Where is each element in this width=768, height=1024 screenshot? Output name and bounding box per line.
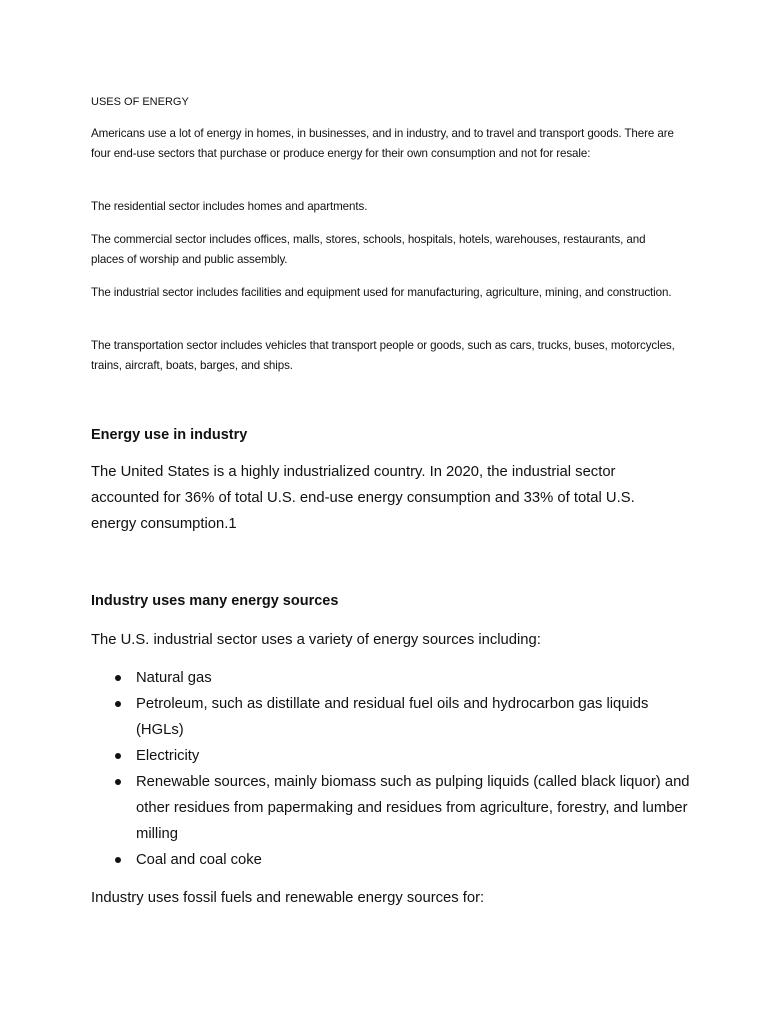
sources-intro-paragraph: The U.S. industrial sector uses a variety of energy sources including:	[91, 632, 541, 648]
section-heading-energy-use: Energy use in industry	[91, 427, 248, 443]
sector-commercial: The commercial sector includes offices, malls, stores, schools, hospitals, hotels, warehouses, restaurants, and places of worship and public assembly.	[91, 233, 646, 266]
intro-paragraph: Americans use a lot of energy in homes, in businesses, and in industry, and to travel and transport goods. There are four end-use sectors that purchase or produce energy for their own consumption and not for resale:	[91, 127, 674, 160]
closing-paragraph: Industry uses fossil fuels and renewable energy sources for:	[91, 890, 485, 906]
list-item-text: Petroleum, such as distillate and residual fuel oils and hydrocarbon gas liquids (HGLs)	[136, 696, 649, 738]
list-item	[91, 847, 691, 873]
list-item-text: Natural gas	[136, 670, 212, 686]
sector-residential: The residential sector includes homes and apartments.	[91, 200, 368, 213]
bullet-icon	[115, 779, 121, 785]
bullet-icon	[115, 857, 121, 863]
document-title: USES OF ENERGY	[91, 96, 189, 108]
bullet-icon	[115, 753, 121, 759]
list-item	[91, 743, 691, 769]
energy-sources-list	[91, 665, 691, 873]
sector-transportation: The transportation sector includes vehicles that transport people or goods, such as cars, trucks, buses, motorcycles, trains, aircraft, boats, barges, and ships.	[91, 339, 675, 372]
section-heading-energy-sources: Industry uses many energy sources	[91, 593, 339, 609]
sector-industrial: The industrial sector includes facilities and equipment used for manufacturing, agriculture, mining, and construction.	[91, 286, 672, 299]
list-item-text: Coal and coal coke	[136, 852, 262, 868]
list-item	[91, 665, 691, 691]
list-item-text: Renewable sources, mainly biomass such as pulping liquids (called black liquor) and other residues from papermaking and residues from agriculture, forestry, and lumber milling	[136, 774, 690, 842]
list-item	[91, 691, 691, 743]
bullet-icon	[115, 675, 121, 681]
industry-paragraph: The United States is a highly industrialized country. In 2020, the industrial sector accounted for 36% of total U.S. end-use energy consumption and 33% of total U.S. energy consumption.1	[91, 464, 635, 532]
list-item-text: Electricity	[136, 748, 200, 764]
list-item	[91, 769, 691, 847]
bullet-icon	[115, 701, 121, 707]
